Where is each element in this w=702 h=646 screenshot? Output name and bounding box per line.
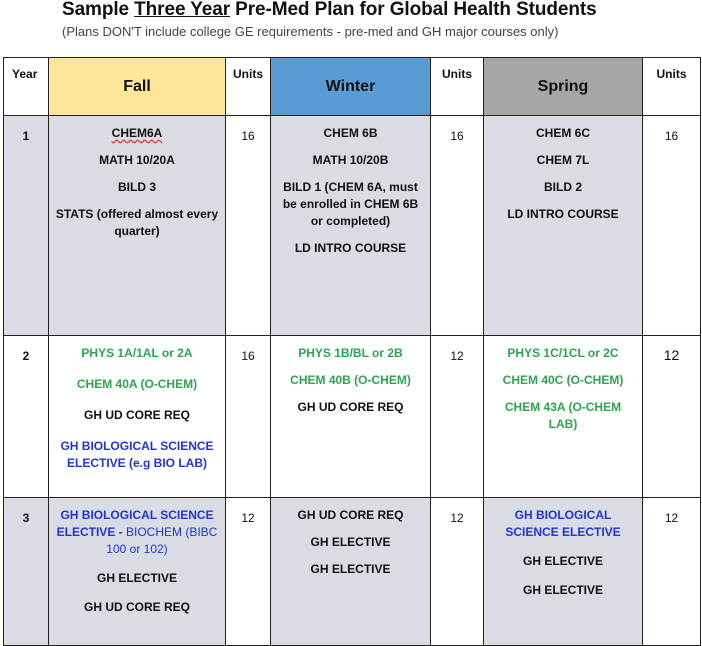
course-item: BILD 2 (543, 180, 582, 194)
course-item: CHEM 40B (O-CHEM) (290, 373, 411, 387)
units-cell: 16 (431, 116, 484, 336)
course-item: CHEM 6B (323, 126, 378, 140)
course-item: GH BIOLOGICAL SCIENCE ELECTIVE (505, 508, 621, 539)
course-item: BILD 1 (CHEM 6A, must be enrolled in CHEM 6B or completed) (282, 180, 419, 228)
course-item: LD INTRO COURSE (294, 241, 407, 255)
course-item: MATH 10/20B (312, 153, 389, 167)
course-item (55, 507, 219, 558)
header-year: Year (4, 58, 49, 116)
elective-detail: BIOCHEM (BIBC 100 or 102) (106, 525, 218, 556)
course-item: GH UD CORE REQ (83, 408, 190, 422)
course-item: PHYS 1A/1AL or 2A (81, 346, 193, 360)
table-row (4, 498, 701, 646)
course-item: GH ELECTIVE (310, 535, 391, 549)
course-item: LD INTRO COURSE (507, 207, 619, 221)
page-title (62, 0, 597, 21)
course-item: STATS (offered almost every quarter) (55, 207, 219, 238)
course-item: GH ELECTIVE (310, 562, 391, 576)
header-units: Units (643, 58, 701, 116)
units-cell: 16 (643, 116, 701, 336)
units-cell: 12 (431, 498, 484, 646)
course-item: GH UD CORE REQ (297, 508, 404, 522)
course-item: GH ELECTIVE (522, 583, 603, 597)
course-item: GH UD CORE REQ (297, 400, 404, 414)
course-item: CHEM 6C (535, 126, 590, 140)
units-cell: 12 (643, 498, 701, 646)
course-item: GH UD CORE REQ (83, 600, 190, 614)
header-units: Units (431, 58, 484, 116)
header-spring: Spring (484, 58, 643, 116)
course-item: GH ELECTIVE (96, 571, 177, 585)
units-cell: 12 (643, 336, 701, 498)
spring-courses (484, 498, 643, 646)
course-item: CHEM 40A (O-CHEM) (76, 377, 198, 391)
year-cell: 2 (4, 336, 49, 498)
page-subtitle: (Plans DON'T include college GE requirements - pre-med and GH major courses only) (62, 24, 559, 39)
table-row (4, 336, 701, 498)
winter-courses (271, 336, 431, 498)
course-item: GH BIOLOGICAL SCIENCE ELECTIVE (e.g BIO LAB) (60, 439, 214, 470)
plan-table (3, 57, 701, 646)
header-row (4, 58, 701, 116)
title-prefix: Sample (62, 0, 135, 20)
winter-courses (271, 498, 431, 646)
units-cell: 12 (226, 498, 271, 646)
course-item: CHEM 7L (536, 153, 590, 167)
course-item: CHEM6A (111, 126, 163, 140)
winter-courses (271, 116, 431, 336)
units-cell: 12 (431, 336, 484, 498)
course-item: PHYS 1C/1CL or 2C (507, 346, 619, 360)
fall-courses (49, 336, 226, 498)
spring-courses (484, 336, 643, 498)
elective-title: GH BIOLOGICAL SCIENCE ELECTIVE - (56, 508, 214, 539)
table-row (4, 116, 701, 336)
year-cell: 3 (4, 498, 49, 646)
course-item: BILD 3 (117, 180, 156, 194)
course-item: CHEM 40C (O-CHEM) (502, 373, 624, 387)
fall-courses (49, 116, 226, 336)
course-item: MATH 10/20A (99, 153, 175, 167)
title-suffix: Pre-Med Plan for Global Health Students (230, 0, 597, 20)
header-winter: Winter (271, 58, 431, 116)
units-cell: 16 (226, 336, 271, 498)
title-underlined: Three Year (134, 0, 230, 20)
units-cell: 16 (226, 116, 271, 336)
fall-courses (49, 498, 226, 646)
year-cell: 1 (4, 116, 49, 336)
header-units: Units (226, 58, 271, 116)
header-fall: Fall (49, 58, 226, 116)
spring-courses (484, 116, 643, 336)
course-item: GH ELECTIVE (522, 554, 603, 568)
course-item: PHYS 1B/BL or 2B (298, 346, 403, 360)
course-item: CHEM 43A (O-CHEM LAB) (504, 400, 622, 431)
